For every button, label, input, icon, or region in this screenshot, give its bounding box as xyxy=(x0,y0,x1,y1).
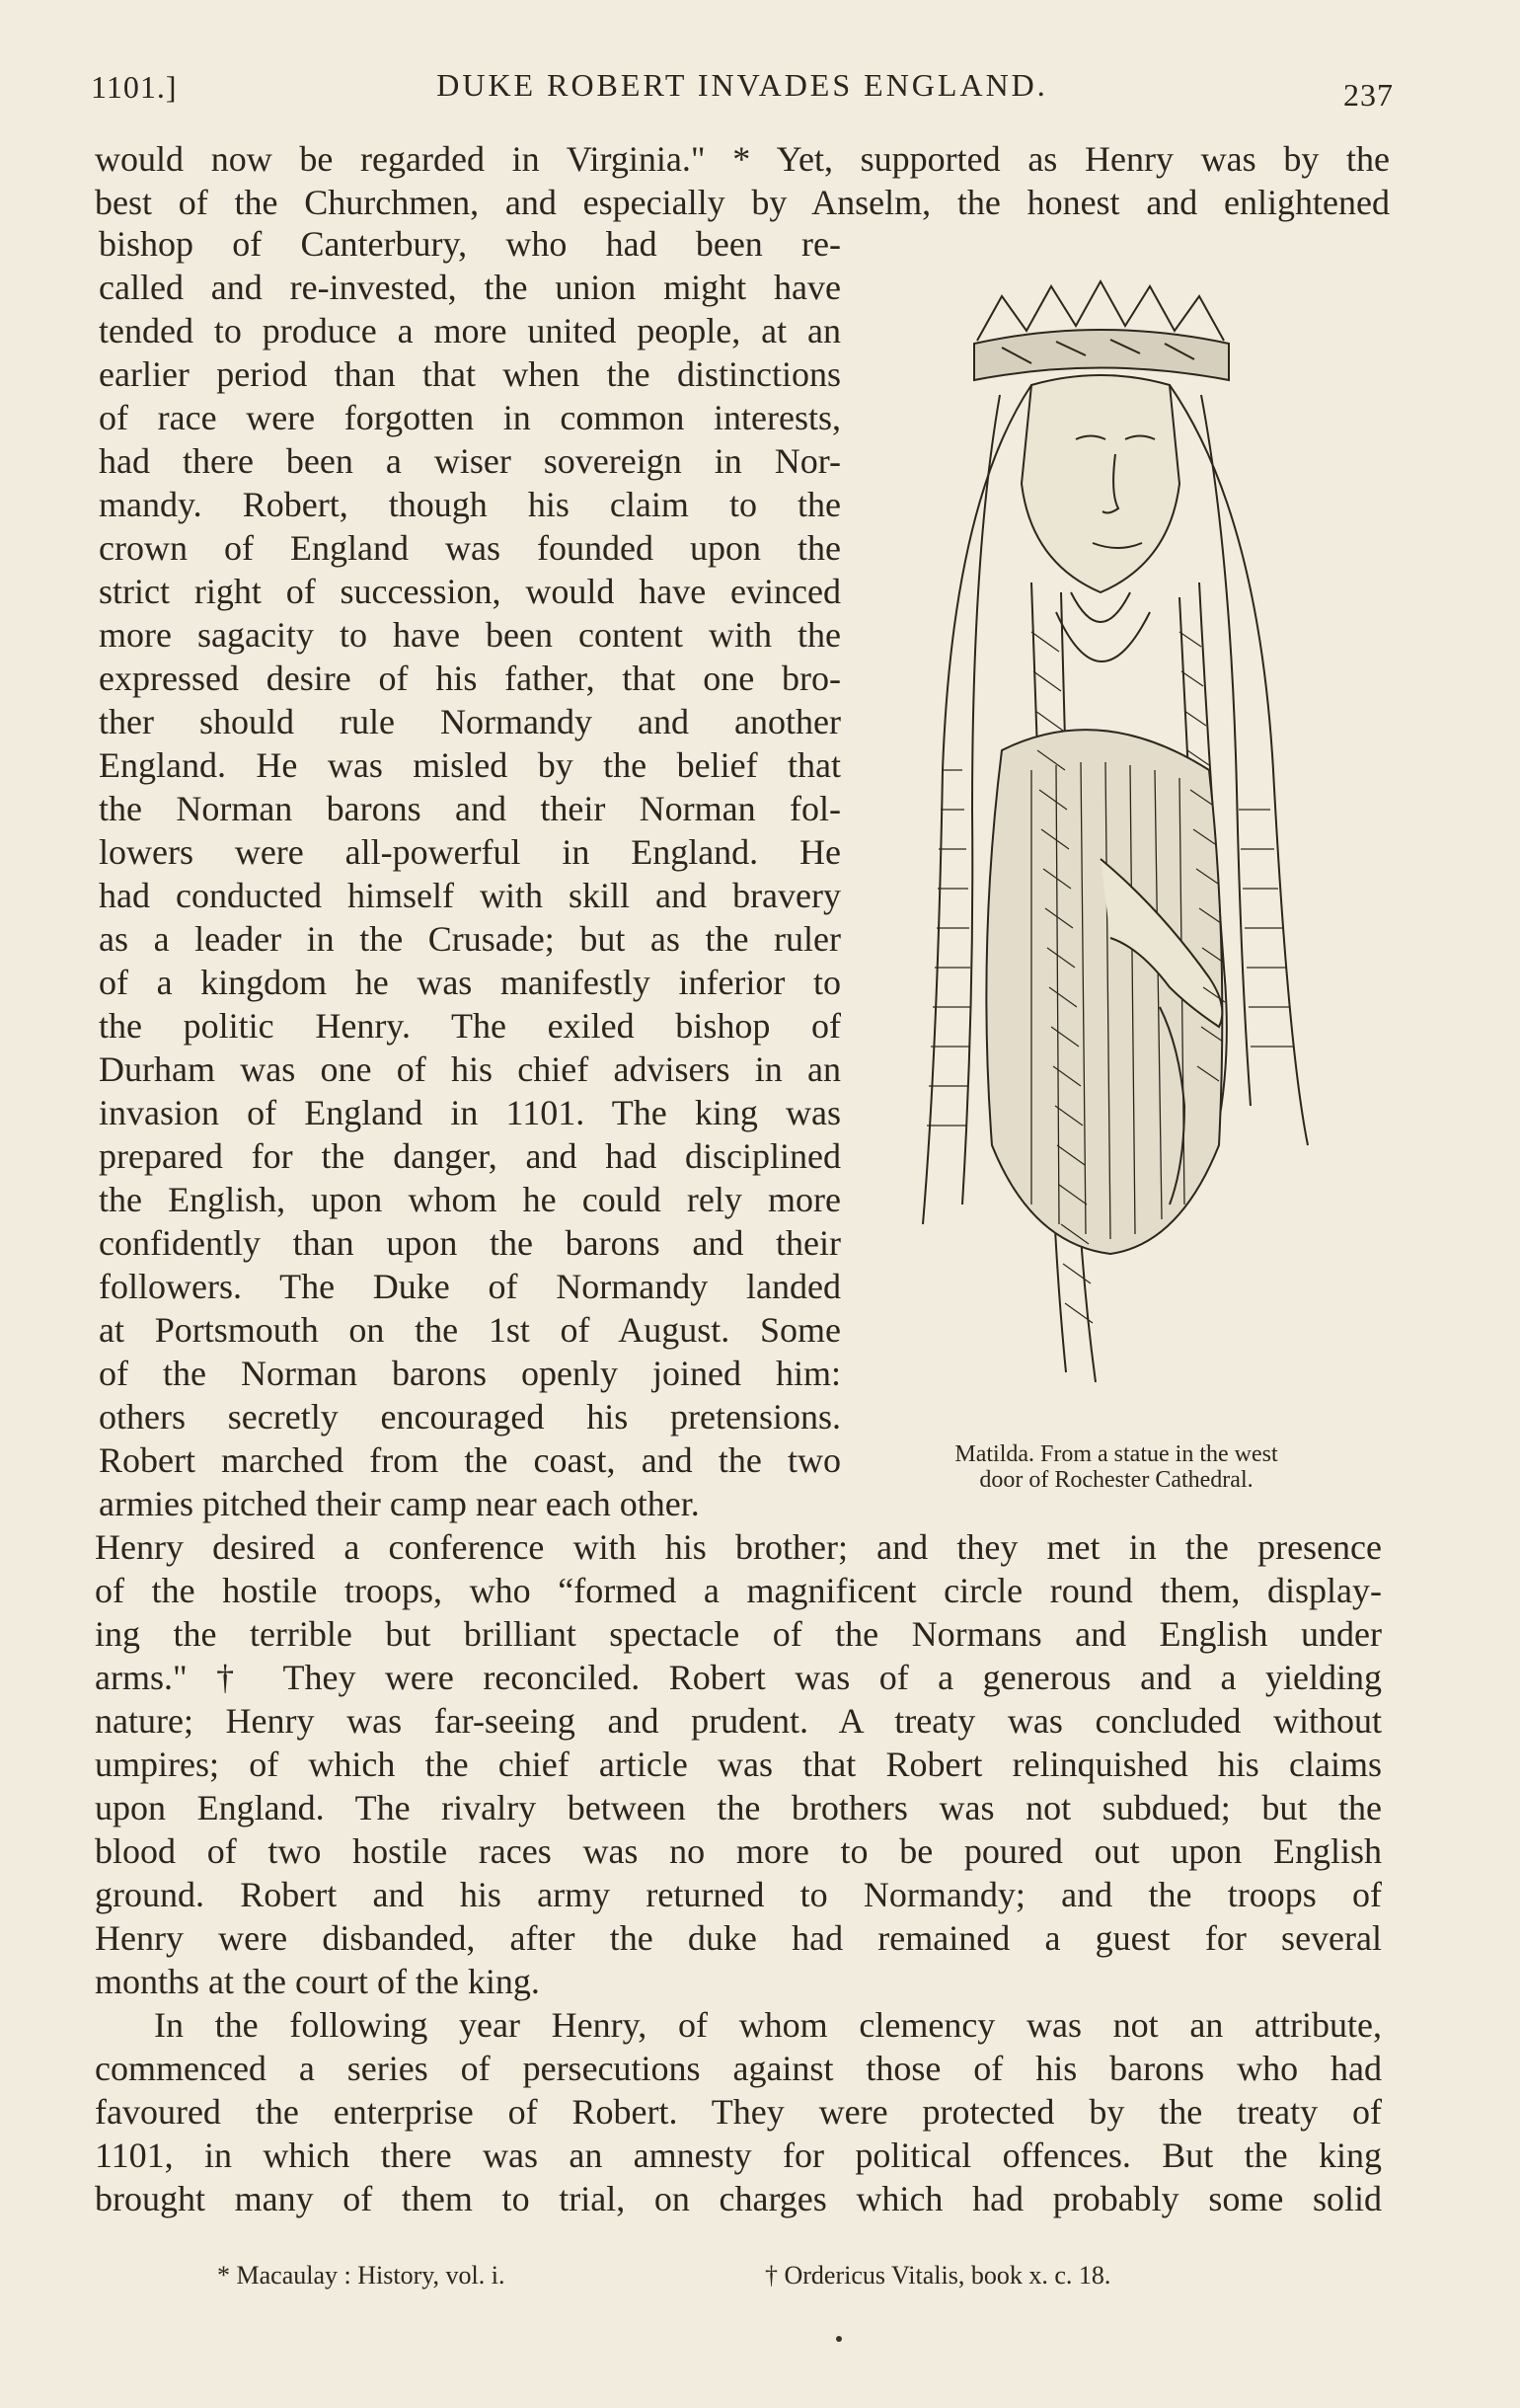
text-line: would now be regarded in Virginia." * Yet, supported as Henry was by the xyxy=(95,139,1390,179)
text-line: confidently than upon the barons and their xyxy=(99,1223,841,1263)
page-header xyxy=(91,63,1394,113)
caption-line: door of Rochester Cathedral. xyxy=(979,1467,1254,1493)
text-line: crown of England was founded upon the xyxy=(99,528,841,568)
text-line: of the hostile troops, who “formed a magnificent circle round them, display- xyxy=(95,1571,1382,1610)
text-line: Henry desired a conference with his brother; and they met in the presence xyxy=(95,1527,1382,1567)
text-line: ground. Robert and his army returned to Normandy; and the troops of xyxy=(95,1875,1382,1914)
text-line: Henry were disbanded, after the duke had remained a guest for several xyxy=(95,1918,1382,1958)
text-line: upon England. The rivalry between the brothers was not subdued; but the xyxy=(95,1788,1382,1827)
text-line: at Portsmouth on the 1st of August. Some xyxy=(99,1310,841,1350)
text-line: followers. The Duke of Normandy landed xyxy=(99,1267,841,1306)
text-line: prepared for the danger, and had disciplined xyxy=(99,1136,841,1176)
text-line: of race were forgotten in common interests, xyxy=(99,398,841,437)
text-line: strict right of succession, would have evinced xyxy=(99,572,841,611)
text-line: the Norman barons and their Norman fol- xyxy=(99,789,841,828)
text-line: of the Norman barons openly joined him: xyxy=(99,1354,841,1393)
text-line: bishop of Canterbury, who had been re- xyxy=(99,224,841,264)
matilda-statue-illustration xyxy=(883,257,1332,1441)
text-line: others secretly encouraged his pretensions. xyxy=(99,1397,841,1437)
text-line: favoured the enterprise of Robert. They were protected by the treaty of xyxy=(95,2092,1382,2132)
text-line: called and re-invested, the union might have xyxy=(99,268,841,307)
text-line: expressed desire of his father, that one bro- xyxy=(99,659,841,698)
text-line: umpires; of which the chief article was that Robert relinquished his claims xyxy=(95,1745,1382,1784)
caption-line: Matilda. From a statue in the west xyxy=(954,1441,1278,1467)
text-line: ing the terrible but brilliant spectacle of the Normans and English under xyxy=(95,1614,1382,1654)
printer-mark xyxy=(836,2336,842,2342)
text-line: more sagacity to have been content with the xyxy=(99,615,841,655)
text-line: armies pitched their camp near each other. xyxy=(99,1484,700,1523)
text-line: 1101, in which there was an amnesty for political offences. But the king xyxy=(95,2136,1382,2175)
running-title: DUKE ROBERT INVADES ENGLAND. xyxy=(436,67,1048,103)
text-line: months at the court of the king. xyxy=(95,1962,540,2001)
text-line: the English, upon whom he could rely more xyxy=(99,1180,841,1219)
text-line: had conducted himself with skill and bravery xyxy=(99,876,841,915)
footnote-ordericus: † Ordericus Vitalis, book x. c. 18. xyxy=(765,2261,1111,2290)
text-line: mandy. Robert, though his claim to the xyxy=(99,485,841,524)
text-line: Durham was one of his chief advisers in an xyxy=(99,1049,841,1089)
footnote-macaulay: * Macaulay : History, vol. i. xyxy=(217,2261,505,2290)
text-line: earlier period than that when the distinctions xyxy=(99,354,841,394)
text-line: of a kingdom he was manifestly inferior to xyxy=(99,963,841,1002)
text-line: nature; Henry was far-seeing and prudent. A treaty was concluded without xyxy=(95,1701,1382,1741)
text-line: lowers were all-powerful in England. He xyxy=(99,832,841,872)
text-line: the politic Henry. The exiled bishop of xyxy=(99,1006,841,1046)
text-line: arms." † They were reconciled. Robert was of a generous and a yielding xyxy=(95,1658,1382,1697)
figure-caption xyxy=(884,1441,1348,1493)
text-line: invasion of England in 1101. The king was xyxy=(99,1093,841,1132)
text-line: best of the Churchmen, and especially by Anselm, the honest and enlightened xyxy=(95,183,1390,222)
page-number: 237 xyxy=(1343,77,1394,113)
text-line: commenced a series of persecutions against those of his barons who had xyxy=(95,2049,1382,2088)
footnotes xyxy=(217,2261,1303,2300)
text-line: as a leader in the Crusade; but as the ruler xyxy=(99,919,841,959)
paragraph-start-line: In the following year Henry, of whom clemency was not an attribute, xyxy=(154,2005,1382,2045)
text-line: ther should rule Normandy and another xyxy=(99,702,841,741)
text-line: Robert marched from the coast, and the two xyxy=(99,1440,841,1480)
text-line: tended to produce a more united people, at an xyxy=(99,311,841,350)
text-line: England. He was misled by the belief that xyxy=(99,745,841,785)
text-line: brought many of them to trial, on charges which had probably some solid xyxy=(95,2179,1382,2218)
text-line: had there been a wiser sovereign in Nor- xyxy=(99,441,841,481)
header-year: 1101.] xyxy=(91,69,178,105)
text-line: blood of two hostile races was no more to be poured out upon English xyxy=(95,1831,1382,1871)
